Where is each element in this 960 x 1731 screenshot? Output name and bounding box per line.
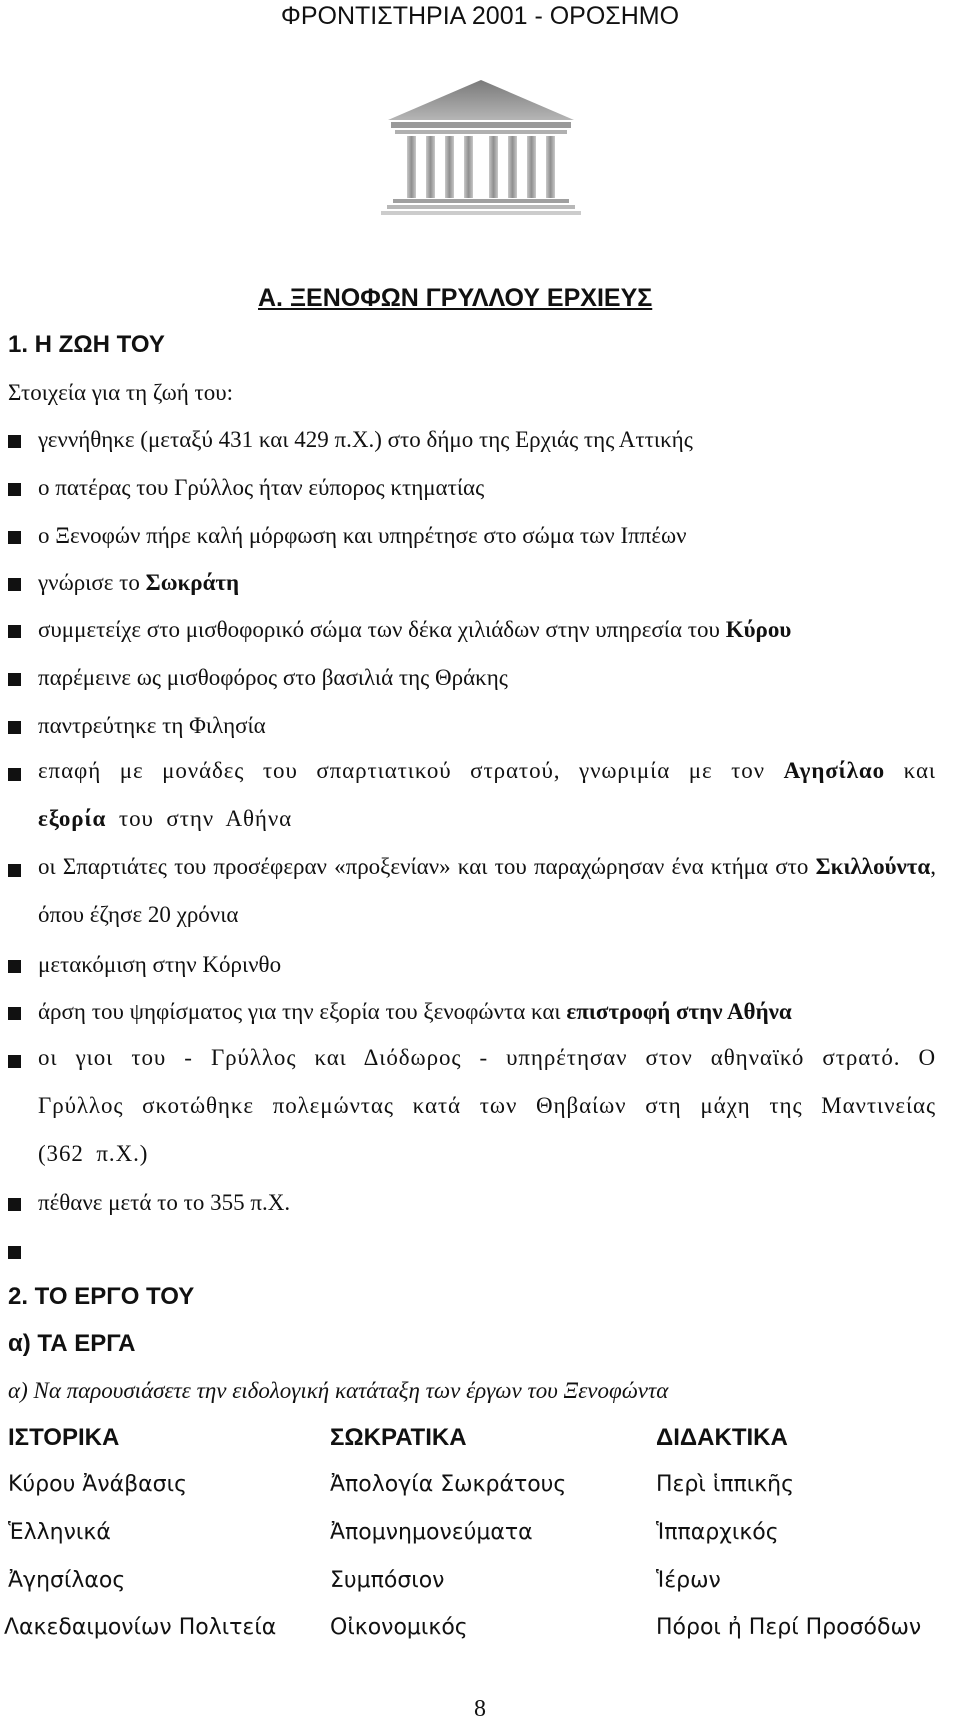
bullet-square-icon bbox=[8, 435, 21, 448]
life-heading: 1. Η ΖΩΗ ΤΟΥ bbox=[8, 331, 165, 358]
bold-term: Κύρου bbox=[725, 617, 792, 642]
bullet-square-icon bbox=[8, 1246, 21, 1259]
page-number: 8 bbox=[474, 1696, 486, 1722]
list-item-text: ο Ξενοφών πήρε καλή μόρφωση και υπηρέτησε στο σώμα των Ιππέων bbox=[38, 523, 687, 548]
list-item-text: πέθανε μετά το το 355 π.Χ. bbox=[38, 1190, 291, 1215]
life-intro: Στοιχεία για τη ζωή του: bbox=[8, 380, 234, 405]
works-question: α) Να παρουσιάσετε την ειδολογική κατάταξη των έργων του Ξενοφώντα bbox=[8, 1378, 669, 1403]
list-item-text: παρέμεινε ως μισθοφόρος στο βασιλιά της Θράκης bbox=[38, 665, 508, 690]
column-header-historical: ΙΣΤΟΡΙΚΑ bbox=[8, 1424, 120, 1451]
work-title: Ἱππαρχικός bbox=[656, 1520, 779, 1545]
list-item-text: παντρεύτηκε τη Φιλησία bbox=[38, 713, 266, 738]
list-item-text: συμμετείχε στο μισθοφορικό σώμα των δέκα χιλιάδων στην υπηρεσία του Κύρου bbox=[38, 617, 792, 642]
bold-term: επιστροφή στην Αθήνα bbox=[566, 999, 792, 1024]
work-title: Περὶ ἱππικῆς bbox=[656, 1472, 795, 1497]
greek-temple-icon bbox=[381, 80, 581, 220]
work-title: Ἀγησίλαος bbox=[8, 1568, 126, 1593]
bullet-square-icon bbox=[8, 578, 21, 591]
bold-term: Σκιλλούντα bbox=[815, 854, 931, 879]
list-item-text: μετακόμιση στην Κόρινθο bbox=[38, 952, 282, 977]
bold-term: Αγησίλαο bbox=[783, 758, 886, 783]
list-item-text: οι γιοι του - Γρύλλος και Διόδωρος - υπηρέτησαν στον αθηναϊκό στρατό. Ο Γρύλλος σκοτώθηκε πολεμώντας κατά των Θηβαίων στη μάχη της Μαντινείας (362 π.Χ.) bbox=[38, 1045, 936, 1166]
work-title: Ἑλληνικά bbox=[8, 1520, 111, 1545]
list-item-text: άρση του ψηφίσματος για την εξορία του ξενοφώντα και επιστροφή στην Αθήνα bbox=[38, 999, 792, 1024]
column-header-didactic: ΔΙΔΑΚΤΙΚΑ bbox=[656, 1424, 788, 1451]
bullet-square-icon bbox=[8, 531, 21, 544]
list-item-text: γεννήθηκε (μεταξύ 431 και 429 π.Χ.) στο δήμο της Ερχιάς της Αττικής bbox=[38, 427, 693, 452]
work-title: Ἀπολογία Σωκράτους bbox=[330, 1472, 567, 1497]
bullet-square-icon bbox=[8, 864, 21, 877]
work-title: Κύρου Ἀνάβασις bbox=[8, 1472, 187, 1497]
bold-term: εξορία bbox=[38, 806, 107, 831]
bullet-square-icon bbox=[8, 673, 21, 686]
bullet-square-icon bbox=[8, 960, 21, 973]
bold-term: Σωκράτη bbox=[145, 570, 240, 595]
bullet-square-icon bbox=[8, 1055, 21, 1068]
bullet-square-icon bbox=[8, 721, 21, 734]
column-header-socratic: ΣΩΚΡΑΤΙΚΑ bbox=[330, 1424, 467, 1451]
work-title: Λακεδαιμονίων Πολιτεία bbox=[4, 1615, 277, 1640]
list-item-text: οι Σπαρτιάτες του προσέφεραν «προξενίαν» και του παραχώρησαν ένα κτήμα στο Σκιλλούντα, όπου έζησε 20 χρόνια bbox=[38, 854, 936, 927]
works-subheading: α) ΤΑ ΕΡΓΑ bbox=[8, 1330, 136, 1357]
works-heading: 2. ΤΟ ΕΡΓΟ ΤΟΥ bbox=[8, 1283, 195, 1310]
bullet-square-icon bbox=[8, 768, 21, 781]
work-title: Ἀπομνημονεύματα bbox=[330, 1520, 533, 1545]
bullet-square-icon bbox=[8, 1198, 21, 1211]
work-title: Οἰκονομικός bbox=[330, 1615, 468, 1640]
list-item-text: επαφή με μονάδες του σπαρτιατικού στρατού, γνωριμία με τον Αγησίλαο και εξορία του στην Αθήνα bbox=[38, 758, 936, 831]
bullet-square-icon bbox=[8, 483, 21, 496]
work-title: Ἱέρων bbox=[656, 1568, 721, 1593]
list-item-text: γνώρισε το Σωκράτη bbox=[38, 570, 240, 595]
header-title: ΦΡΟΝΤΙΣΤΗΡΙΑ 2001 - ΟΡΟΣΗΜΟ bbox=[280, 2, 680, 30]
list-item-text: ο πατέρας του Γρύλλος ήταν εύπορος κτηματίας bbox=[38, 475, 485, 500]
work-title: Πόροι ἠ Περί Προσόδων bbox=[656, 1615, 922, 1640]
bullet-square-icon bbox=[8, 1007, 21, 1020]
bullet-square-icon bbox=[8, 625, 21, 638]
section-title: Α. ΞΕΝΟΦΩΝ ΓΡΥΛΛΟΥ ΕΡΧΙΕΥΣ bbox=[258, 284, 653, 312]
work-title: Συμπόσιον bbox=[330, 1568, 445, 1593]
